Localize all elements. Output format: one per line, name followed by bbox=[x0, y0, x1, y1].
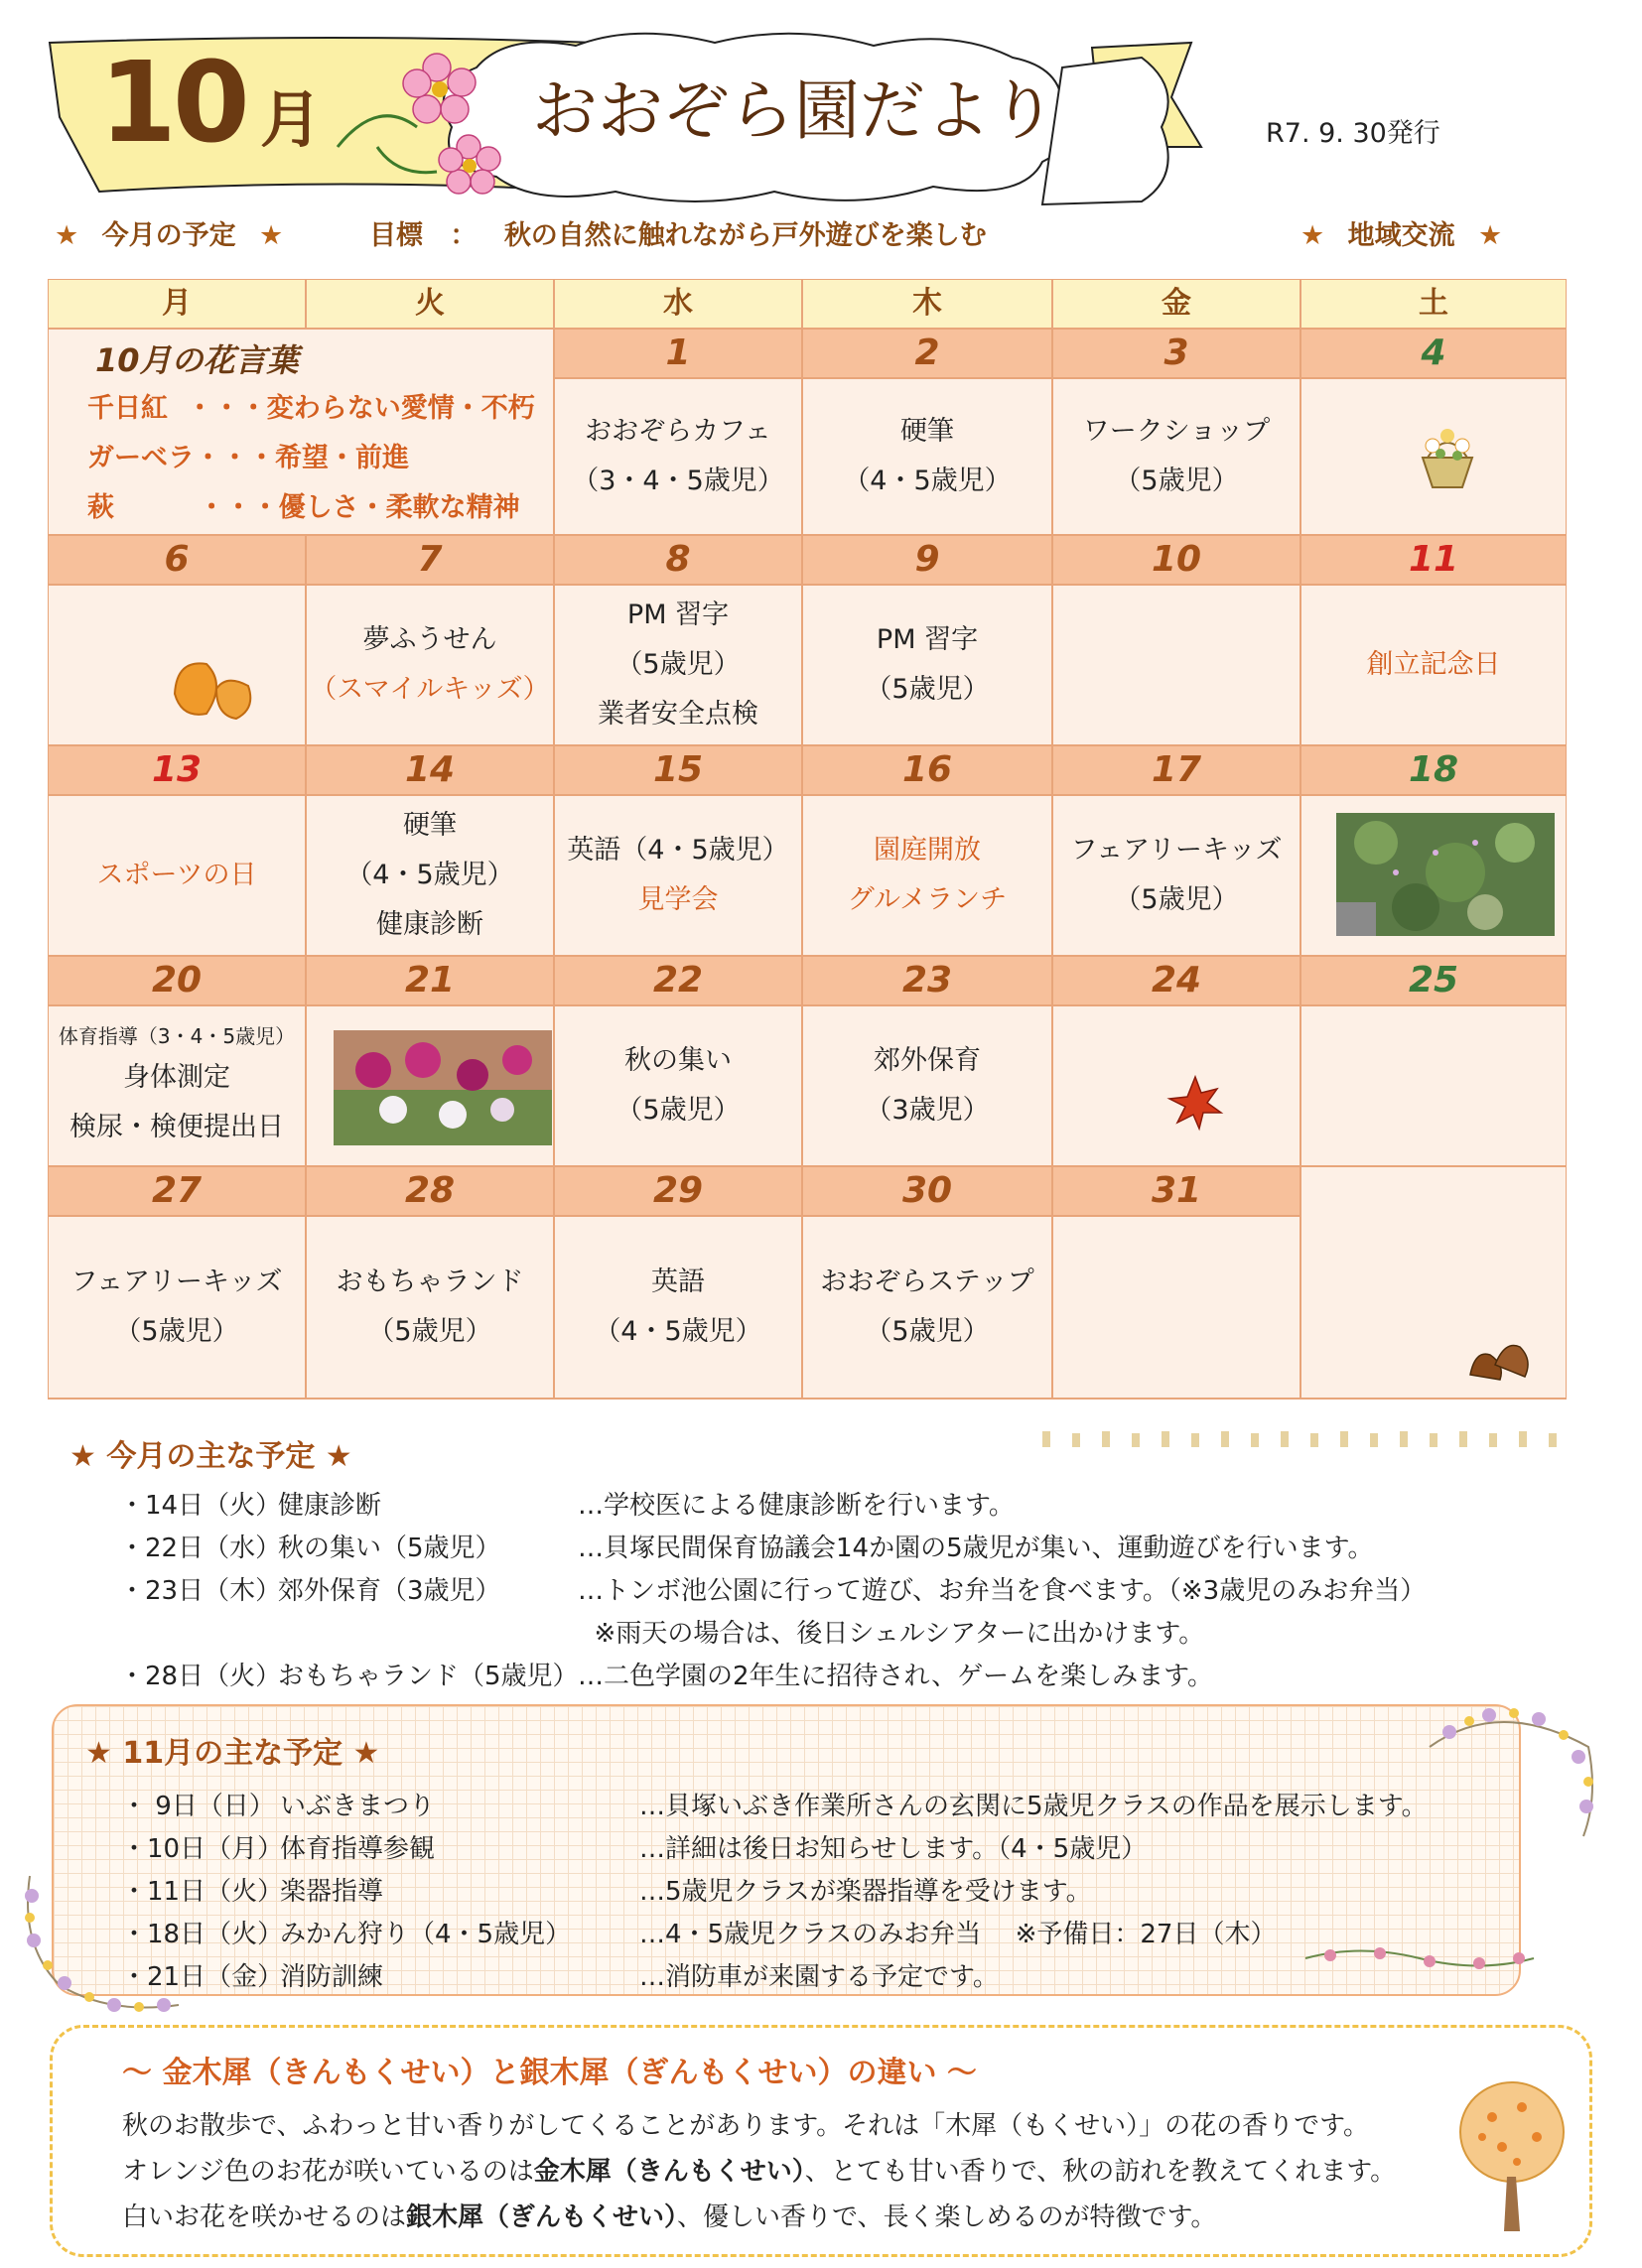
day-events bbox=[802, 585, 1052, 745]
mokusei-line-3 bbox=[122, 2197, 1216, 2233]
day-cell bbox=[1052, 585, 1300, 745]
event-text: グルメランチ bbox=[847, 884, 1008, 915]
star-icon: ★ bbox=[259, 220, 284, 251]
day-number: 24 bbox=[1151, 960, 1202, 1001]
maple-leaf-icon bbox=[1165, 1073, 1225, 1133]
star-icon: ★ bbox=[1300, 220, 1325, 251]
day-events bbox=[48, 1005, 306, 1166]
schedule-desc: …貝塚いぶき作業所さんの玄関に5歳児クラスの作品を展示します。 bbox=[639, 1792, 1428, 1821]
month-number: 10 bbox=[99, 39, 246, 168]
flower-vine-icon bbox=[1300, 1943, 1539, 1973]
event-text: 体育指導（3・4・5歳児） bbox=[58, 1024, 296, 1048]
schedule-desc: …二色学園の2年生に招待され、ゲームを楽しみます。 bbox=[578, 1662, 1214, 1691]
mokusei-line-1: 秋のお散歩で、ふわっと甘い香りがしてくることがあります。それは「木犀（もくせい）」の花の香りです。 bbox=[122, 2111, 1370, 2141]
event-text: 身体測定 bbox=[123, 1062, 230, 1093]
day-events bbox=[554, 1005, 802, 1166]
star-icon: ★ bbox=[1478, 220, 1503, 251]
event-text: 創立記念日 bbox=[1366, 649, 1501, 680]
issue-date: R7. 9. 30発行 bbox=[1266, 118, 1440, 149]
day-events bbox=[1052, 378, 1300, 535]
calendar bbox=[48, 279, 1567, 1418]
ginkgo-leaves-icon bbox=[167, 654, 266, 724]
event-text: （3・4・5歳児） bbox=[572, 466, 784, 496]
flower-garland-icon bbox=[1420, 1687, 1608, 1846]
event-text: 英語（4・5歳児） bbox=[567, 835, 789, 866]
community-label: 地域交流 bbox=[1347, 220, 1455, 251]
schedule-desc: …消防車が来園する予定です。 bbox=[639, 1962, 999, 1992]
day-number: 11 bbox=[1408, 539, 1459, 580]
day-number: 21 bbox=[404, 960, 456, 1001]
schedule-date: ・28日（火） bbox=[119, 1662, 282, 1691]
mokusei-title: ～ 金木犀（きんもくせい）と銀木犀（ぎんもくせい）の違い ～ bbox=[122, 2056, 977, 2090]
event-text: 秋の集い bbox=[624, 1045, 732, 1076]
schedule-date: ・23日（木） bbox=[119, 1576, 282, 1606]
flower-word-line: ガーベラ・・・希望・前進 bbox=[87, 443, 409, 473]
weekday-label: 金 bbox=[1162, 286, 1191, 321]
day-number: 8 bbox=[665, 539, 691, 580]
day-events bbox=[306, 795, 554, 956]
schedule-desc: …トンボ池公園に行って遊び、お弁当を食べます。（※3歳児のみお弁当） bbox=[578, 1576, 1427, 1606]
day-number: 23 bbox=[901, 960, 953, 1001]
event-text: 検尿・検便提出日 bbox=[69, 1112, 284, 1142]
event-text: （5歳児） bbox=[367, 1316, 492, 1347]
event-text: （5歳児） bbox=[114, 1316, 239, 1347]
day-number: 1 bbox=[665, 333, 691, 373]
schedule-desc: …詳細は後日お知らせします。（4・5歳児） bbox=[639, 1834, 1148, 1864]
mokusei-box bbox=[50, 2025, 1592, 2257]
schedule-name: 消防訓練 bbox=[280, 1962, 384, 1992]
day-number: 27 bbox=[151, 1170, 203, 1211]
day-number: 3 bbox=[1163, 333, 1189, 373]
flower-basket-icon bbox=[1408, 418, 1487, 492]
day-number: 13 bbox=[151, 749, 203, 790]
event-text: 見学会 bbox=[637, 884, 719, 915]
monthly-goal bbox=[369, 213, 987, 252]
schedule-desc: ※雨天の場合は、後日シェルシアターに出かけます。 bbox=[578, 1619, 1205, 1649]
schedule-desc: …学校医による健康診断を行います。 bbox=[578, 1491, 1015, 1521]
schedule-date: ・10日（月） bbox=[121, 1834, 284, 1864]
november-main-list bbox=[121, 1786, 1491, 1994]
flower-words-title: 10月の花言葉 bbox=[95, 341, 299, 379]
day-number: 6 bbox=[164, 539, 190, 580]
day-cell bbox=[1300, 1005, 1567, 1166]
event-text: PM 習字 bbox=[626, 600, 730, 630]
month-suffix: 月 bbox=[260, 83, 323, 156]
day-number: 15 bbox=[652, 749, 704, 790]
day-events bbox=[48, 1216, 306, 1399]
hagi-photo-image bbox=[1336, 813, 1555, 936]
event-text: スポーツの日 bbox=[96, 860, 257, 890]
day-number: 30 bbox=[901, 1170, 953, 1211]
schedule-date: ・14日（火） bbox=[119, 1491, 282, 1521]
event-text: PM 習字 bbox=[876, 624, 979, 655]
event-text: 健康診断 bbox=[376, 909, 483, 940]
october-main-list bbox=[119, 1485, 1509, 1703]
weekday-label: 水 bbox=[663, 286, 693, 321]
schedule-name: 秋の集い（5歳児） bbox=[278, 1534, 501, 1563]
weekday-label: 木 bbox=[912, 286, 942, 321]
event-text: （スマイルキッズ） bbox=[310, 674, 550, 705]
day-number: 28 bbox=[404, 1170, 456, 1211]
event-text: 園庭開放 bbox=[874, 835, 981, 866]
mokusei-line-2-post: 、とても甘い香りで、秋の訪れを教えてくれます。 bbox=[804, 2157, 1397, 2187]
event-text: 硬筆 bbox=[900, 416, 954, 447]
event-text: （4・5歳児） bbox=[594, 1316, 762, 1347]
day-events bbox=[554, 378, 802, 535]
day-events bbox=[1052, 795, 1300, 956]
schedule-name: 体育指導参観 bbox=[280, 1834, 436, 1864]
schedule-name: 郊外保育（3歳児） bbox=[278, 1576, 501, 1606]
day-number: 31 bbox=[1151, 1170, 1202, 1211]
schedule-date: ・18日（火） bbox=[121, 1920, 284, 1949]
event-text: 硬筆 bbox=[403, 810, 457, 841]
event-text: 英語 bbox=[651, 1267, 705, 1297]
ginmokusei-term: 銀木犀（ぎんもくせい） bbox=[406, 2202, 678, 2232]
event-text: 郊外保育 bbox=[874, 1045, 981, 1076]
flower-garland-icon bbox=[20, 1866, 189, 2025]
mokusei-line-3-post: 、優しい香りで、長く楽しめるのが特徴です。 bbox=[677, 2202, 1217, 2232]
event-text: 夢ふうせん bbox=[362, 624, 497, 655]
day-number: 16 bbox=[901, 749, 953, 790]
event-text: （5歳児） bbox=[865, 674, 990, 705]
event-text: おおぞらカフェ bbox=[585, 416, 771, 447]
day-number: 9 bbox=[914, 539, 940, 580]
day-number: 18 bbox=[1408, 749, 1459, 790]
event-text: （5歳児） bbox=[865, 1316, 990, 1347]
event-text: おもちゃランド bbox=[336, 1267, 524, 1297]
mokusei-line-3-pre: 白いお花を咲かせるのは bbox=[122, 2202, 407, 2232]
star-icon: ★ bbox=[55, 220, 79, 251]
day-events bbox=[554, 795, 802, 956]
event-text: （5歳児） bbox=[1114, 466, 1239, 496]
day-events bbox=[48, 795, 306, 956]
day-number: 14 bbox=[404, 749, 456, 790]
goal-text: 秋の自然に触れながら戸外遊びを楽しむ bbox=[503, 220, 987, 251]
sennichikou-photo-image bbox=[334, 1030, 552, 1145]
day-cell bbox=[1052, 1216, 1300, 1399]
day-number: 7 bbox=[417, 539, 443, 580]
event-text: フェアリーキッズ bbox=[70, 1267, 283, 1297]
osmanthus-tree-icon bbox=[1452, 2068, 1572, 2241]
day-number: 25 bbox=[1408, 960, 1459, 1001]
schedule-desc: …5歳児クラスが楽器指導を受けます。 bbox=[639, 1877, 1092, 1907]
schedule-name: 健康診断 bbox=[278, 1491, 382, 1521]
schedule-date: ・22日（水） bbox=[119, 1534, 282, 1563]
november-main-title: ★ 11月の主な予定 ★ bbox=[85, 1736, 380, 1771]
flower-words bbox=[87, 336, 584, 533]
schedule-date: ・21日（金） bbox=[121, 1962, 284, 1992]
schedule-date: ・11日（火） bbox=[121, 1877, 284, 1907]
schedule-name: おもちゃランド（5歳児） bbox=[278, 1662, 579, 1691]
schedule-name: みかん狩り（4・5歳児） bbox=[280, 1920, 572, 1949]
day-number: 17 bbox=[1151, 749, 1202, 790]
monthly-schedule-label: 今月の予定 bbox=[101, 220, 236, 251]
day-events bbox=[306, 1216, 554, 1399]
community-heading bbox=[1300, 213, 1502, 252]
event-text: フェアリーキッズ bbox=[1070, 835, 1283, 866]
day-number: 20 bbox=[151, 960, 203, 1001]
day-events bbox=[306, 585, 554, 745]
schedule-date: ・ 9日（日） bbox=[121, 1792, 275, 1821]
schedule-desc: …4・5歳児クラスのみお弁当 ※予備日：27日（木） bbox=[639, 1920, 1277, 1949]
event-text: ワークショップ bbox=[1082, 416, 1271, 447]
event-text: 業者安全点検 bbox=[598, 699, 758, 730]
event-text: （4・5歳児） bbox=[843, 466, 1012, 496]
day-number: 2 bbox=[914, 333, 940, 373]
day-events bbox=[802, 378, 1052, 535]
weekday-label: 土 bbox=[1419, 286, 1448, 321]
day-number: 29 bbox=[652, 1170, 704, 1211]
decorative-strip bbox=[1032, 1425, 1588, 1455]
day-events bbox=[802, 1005, 1052, 1166]
day-number: 4 bbox=[1421, 333, 1446, 373]
day-events bbox=[1300, 585, 1567, 745]
hagi-photo bbox=[1336, 813, 1555, 839]
mokusei-line-2 bbox=[122, 2151, 1396, 2188]
day-number: 22 bbox=[652, 960, 704, 1001]
newsletter-title: おおぞら園だより bbox=[532, 72, 1056, 149]
chestnut-icon bbox=[1465, 1335, 1535, 1385]
schedule-name: いぶきまつり bbox=[280, 1792, 436, 1821]
schedule-name: 楽器指導 bbox=[280, 1877, 384, 1907]
monthly-schedule-heading bbox=[55, 213, 283, 252]
goal-separator: ： bbox=[450, 220, 478, 251]
day-events bbox=[802, 795, 1052, 956]
day-number: 10 bbox=[1151, 539, 1202, 580]
event-text: おおぞらステップ bbox=[820, 1267, 1034, 1297]
event-text: （3歳児） bbox=[865, 1095, 990, 1126]
mokusei-line-2-pre: オレンジ色のお花が咲いているのは bbox=[122, 2157, 534, 2187]
day-events bbox=[554, 1216, 802, 1399]
flower-word-line: 萩 ・・・優しさ・柔軟な精神 bbox=[87, 492, 520, 523]
schedule-desc: …貝塚民間保育協議会14か園の5歳児が集い、運動遊びを行います。 bbox=[578, 1534, 1374, 1563]
event-text: （5歳児） bbox=[616, 1095, 741, 1126]
day-events bbox=[554, 585, 802, 745]
goal-label: 目標 bbox=[369, 220, 423, 251]
weekday-label: 火 bbox=[415, 286, 445, 321]
kinmokusei-term: 金木犀（きんもくせい） bbox=[533, 2157, 805, 2187]
flower-word-line: 千日紅 ・・・変わらない愛情・不朽 bbox=[87, 393, 535, 424]
sennichikou-photo bbox=[334, 1030, 552, 1056]
october-main-title: ★ 今月の主な予定 ★ bbox=[69, 1439, 352, 1474]
weekday-label: 月 bbox=[162, 286, 192, 321]
event-text: （4・5歳児） bbox=[345, 860, 514, 890]
event-text: （5歳児） bbox=[616, 649, 741, 680]
event-text: （5歳児） bbox=[1114, 884, 1239, 915]
day-events bbox=[802, 1216, 1052, 1399]
